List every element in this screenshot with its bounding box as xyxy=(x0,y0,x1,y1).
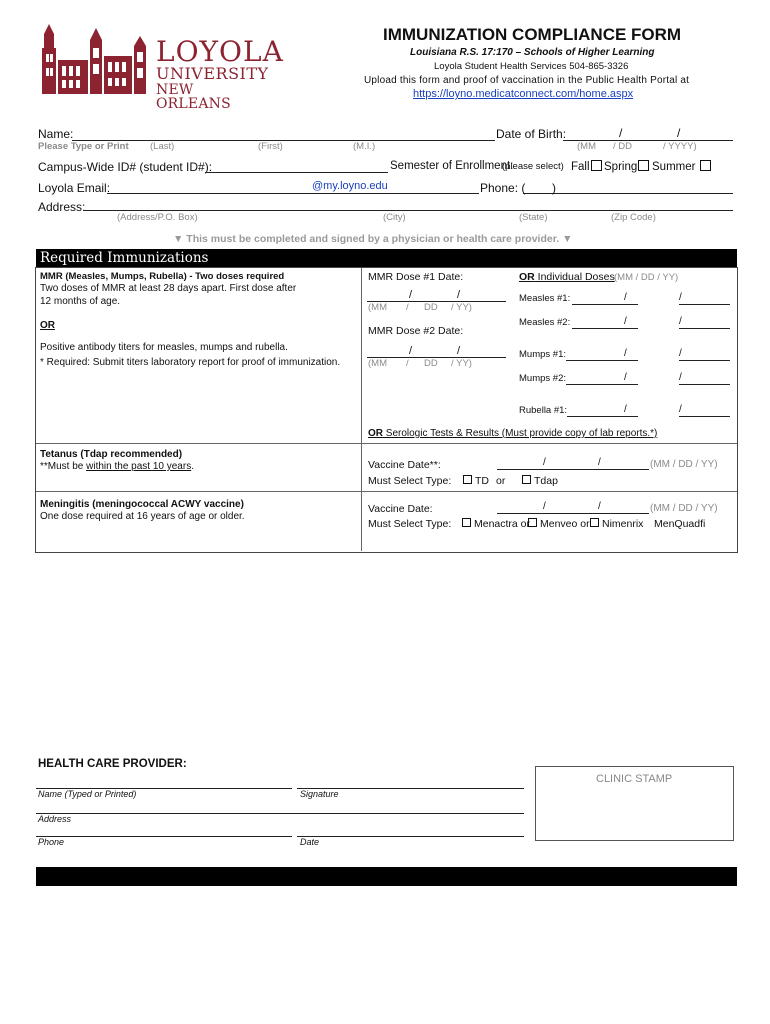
nimenrix-label: Nimenrix xyxy=(602,518,644,530)
dose1-slash-1: / xyxy=(409,289,413,301)
mmr-desc-1: Two doses of MMR at least 28 days apart. First dose after xyxy=(40,283,297,294)
campus-id-field[interactable] xyxy=(205,172,388,173)
physician-note: ▼ This must be completed and signed by a physician or health care provider. ▼ xyxy=(173,233,573,245)
mumps2-field-a[interactable] xyxy=(566,384,638,385)
meningitis-option-menquadfi[interactable]: MenQuadfi xyxy=(654,518,706,530)
meningitis-title: Meningitis (meningococcal ACWY vaccine) xyxy=(40,499,244,510)
address-field[interactable] xyxy=(84,210,733,211)
hint-state: (State) xyxy=(519,212,548,223)
tetanus-date-field[interactable] xyxy=(497,469,649,470)
rubella1-label: Rubella #1: xyxy=(519,405,568,416)
individual-label: Individual Doses xyxy=(534,271,615,283)
provider-phone-caption: Phone xyxy=(38,837,65,847)
measles2-label: Measles #2: xyxy=(519,317,571,328)
tetanus-desc-post: . xyxy=(191,461,194,472)
portal-link[interactable]: https://loyno.medicatconnect.com/home.aspx xyxy=(413,88,634,100)
upload-instructions: Upload this form and proof of vaccination in the Public Health Portal at xyxy=(364,75,690,86)
hint-zip: (Zip Code) xyxy=(611,212,656,223)
dose2-hint-slash: / xyxy=(406,358,409,369)
mumps1-label: Mumps #1: xyxy=(519,349,566,360)
tetanus-or: or xyxy=(496,475,506,487)
tetanus-date-label: Vaccine Date**: xyxy=(368,459,441,471)
measles1-slash-2: / xyxy=(679,292,682,303)
tetanus-type-label: Must Select Type: xyxy=(368,475,452,487)
summer-label: Summer xyxy=(652,161,696,173)
mumps1-field-a[interactable] xyxy=(566,360,638,361)
logo-word-new-orleans: NEW ORLEANS xyxy=(156,82,231,112)
dose1-hint-mm: (MM xyxy=(368,302,387,313)
hint-dd: / DD xyxy=(613,141,632,152)
clinic-stamp-box[interactable] xyxy=(535,766,734,841)
individual-hint: (MM / DD / YY) xyxy=(614,272,679,283)
mumps2-slash-1: / xyxy=(624,372,627,383)
loyola-logo xyxy=(38,20,284,112)
hint-type-or-print: Please Type or Print xyxy=(38,141,129,152)
address-label: Address: xyxy=(38,200,86,214)
fall-checkbox[interactable] xyxy=(591,160,602,171)
spring-label: Spring xyxy=(604,161,638,173)
tdap-label: Tdap xyxy=(534,475,558,487)
provider-address-caption: Address xyxy=(38,814,72,824)
hint-address: (Address/P.O. Box) xyxy=(117,212,198,223)
dose2-hint-dd: DD xyxy=(424,358,438,369)
spring-checkbox[interactable] xyxy=(638,160,649,171)
tetanus-desc xyxy=(40,461,194,472)
name-field[interactable] xyxy=(72,140,495,141)
provider-address-field[interactable] xyxy=(36,813,524,814)
health-services-contact: Loyola Student Health Services 504-865-3326 xyxy=(434,61,629,72)
tdap-checkbox[interactable] xyxy=(522,475,531,484)
mumps1-slash-2: / xyxy=(679,348,682,359)
menactra-checkbox[interactable] xyxy=(462,518,471,527)
serologic-line xyxy=(368,428,657,439)
individual-doses-heading xyxy=(519,271,615,283)
meningitis-date-label: Vaccine Date: xyxy=(368,503,433,515)
meningitis-slash-1: / xyxy=(543,501,546,512)
table-divider-row-2 xyxy=(36,491,737,492)
mumps1-field-b[interactable] xyxy=(679,360,730,361)
measles2-field-b[interactable] xyxy=(679,328,730,329)
hint-last: (Last) xyxy=(150,141,175,152)
tetanus-title: Tetanus (Tdap recommended) xyxy=(40,449,183,460)
rubella1-slash-1: / xyxy=(624,404,627,415)
mmr-or: OR xyxy=(40,320,55,331)
hint-city: (City) xyxy=(383,212,406,223)
campus-id-label: Campus-Wide ID# (student ID#): xyxy=(38,160,213,174)
provider-phone-field[interactable] xyxy=(36,836,292,837)
hint-yyyy: / YYYY) xyxy=(663,141,697,152)
dose2-hint-yy: / YY) xyxy=(451,358,472,369)
semester-hint: (please select) xyxy=(502,161,564,172)
serologic-or: OR xyxy=(368,428,383,439)
mumps1-slash-1: / xyxy=(624,348,627,359)
measles1-slash-1: / xyxy=(624,292,627,303)
td-checkbox[interactable] xyxy=(463,475,472,484)
measles2-field-a[interactable] xyxy=(572,328,638,329)
mmr-titers-1: Positive antibody titers for measles, mumps and rubella. xyxy=(40,342,288,353)
meningitis-type-label: Must Select Type: xyxy=(368,518,452,530)
phone-paren: ) xyxy=(552,181,556,195)
tetanus-slash-1: / xyxy=(543,457,546,468)
meningitis-date-hint: (MM / DD / YY) xyxy=(650,503,718,514)
name-label: Name: xyxy=(38,127,74,141)
measles1-label: Measles #1: xyxy=(519,293,571,304)
footer-bar xyxy=(36,867,737,886)
logo-word-loyola: LOYOLA xyxy=(156,35,284,68)
menveo-label: Menveo or xyxy=(540,518,590,530)
hint-mm: (MM xyxy=(577,141,596,152)
meningitis-desc: One dose required at 16 years of age or older. xyxy=(40,511,245,522)
mumps2-label: Mumps #2: xyxy=(519,373,566,384)
provider-name-caption: Name (Typed or Printed) xyxy=(38,789,137,799)
dob-label: Date of Birth: xyxy=(496,127,567,141)
section-header-bar xyxy=(36,249,737,268)
section-title: Required Immunizations xyxy=(40,250,209,266)
semester-fall-option[interactable] xyxy=(571,160,604,173)
dose2-slash-2: / xyxy=(457,345,461,357)
menactra-label: Menactra or xyxy=(474,518,531,530)
dose2-hint-mm: (MM xyxy=(368,358,387,369)
serologic-text: Serologic Tests & Results (Must provide copy of lab reports.*) xyxy=(383,428,658,439)
provider-signature-caption: Signature xyxy=(300,789,339,799)
logo-word-university: UNIVERSITY xyxy=(156,64,269,83)
tetanus-date-hint: (MM / DD / YY) xyxy=(650,459,718,470)
fall-label: Fall xyxy=(571,161,590,173)
semester-spring-option[interactable] xyxy=(604,160,651,173)
mmr-dose1-label: MMR Dose #1 Date: xyxy=(368,271,464,283)
mmr-desc-2: 12 months of age. xyxy=(40,296,121,307)
meningitis-option-nimenrix[interactable] xyxy=(590,518,643,530)
dose1-hint-slash: / xyxy=(406,302,409,313)
dose1-hint-dd: DD xyxy=(424,302,438,313)
mmr-titers-2: * Required: Submit titers laboratory report for proof of immunization. xyxy=(40,357,341,368)
dose1-hint-yy: / YY) xyxy=(451,302,472,313)
nimenrix-checkbox[interactable] xyxy=(590,518,599,527)
tetanus-desc-pre: **Must be xyxy=(40,461,87,472)
measles2-slash-1: / xyxy=(624,316,627,327)
meningitis-date-field[interactable] xyxy=(497,513,649,514)
measles1-field-b[interactable] xyxy=(679,304,730,305)
tetanus-desc-underline: within the past 10 years xyxy=(86,461,192,472)
mumps2-field-b[interactable] xyxy=(679,384,730,385)
provider-date-caption: Date xyxy=(300,837,320,847)
dob-slash-1: / xyxy=(619,126,623,140)
provider-date-field[interactable] xyxy=(297,836,524,837)
meningitis-slash-2: / xyxy=(598,501,601,512)
mmr-title: MMR (Measles, Mumps, Rubella) - Two doses required xyxy=(40,271,285,282)
hint-mi: (M.I.) xyxy=(353,141,376,152)
tetanus-slash-2: / xyxy=(598,457,601,468)
table-divider-vertical xyxy=(361,268,362,551)
meningitis-option-menveo[interactable] xyxy=(528,518,590,530)
form-title: IMMUNIZATION COMPLIANCE FORM xyxy=(383,25,682,44)
campus-building-icon xyxy=(38,20,150,98)
tetanus-option-tdap[interactable] xyxy=(522,475,558,487)
menveo-checkbox[interactable] xyxy=(528,518,537,527)
clinic-stamp-label: CLINIC STAMP xyxy=(596,773,673,785)
semester-summer-option[interactable] xyxy=(652,160,713,173)
semester-label: Semester of Enrollment: xyxy=(390,160,514,172)
mmr-dose2-label: MMR Dose #2 Date: xyxy=(368,325,464,337)
summer-checkbox[interactable] xyxy=(700,160,711,171)
email-field[interactable] xyxy=(107,193,479,194)
provider-title: HEALTH CARE PROVIDER: xyxy=(38,758,187,770)
rubella1-field-b[interactable] xyxy=(679,416,730,417)
email-domain: @my.loyno.edu xyxy=(312,180,388,192)
dob-slash-2: / xyxy=(677,126,681,140)
meningitis-option-menactra[interactable] xyxy=(462,518,530,530)
mumps2-slash-2: / xyxy=(679,372,682,383)
td-label: TD xyxy=(475,475,489,487)
phone-label: Phone: ( xyxy=(480,181,526,195)
rubella1-field-a[interactable] xyxy=(567,416,638,417)
email-label: Loyola Email: xyxy=(38,181,111,195)
rubella1-slash-2: / xyxy=(679,404,682,415)
table-divider-row-1 xyxy=(36,443,737,444)
measles2-slash-2: / xyxy=(679,316,682,327)
tetanus-option-td[interactable] xyxy=(463,475,489,487)
dose2-slash-1: / xyxy=(409,345,413,357)
individual-or: OR xyxy=(519,271,535,283)
measles1-field-a[interactable] xyxy=(572,304,638,305)
hint-first: (First) xyxy=(258,141,283,152)
form-subtitle: Louisiana R.S. 17:170 – Schools of Higher Learning xyxy=(410,47,655,58)
dose1-slash-2: / xyxy=(457,289,461,301)
